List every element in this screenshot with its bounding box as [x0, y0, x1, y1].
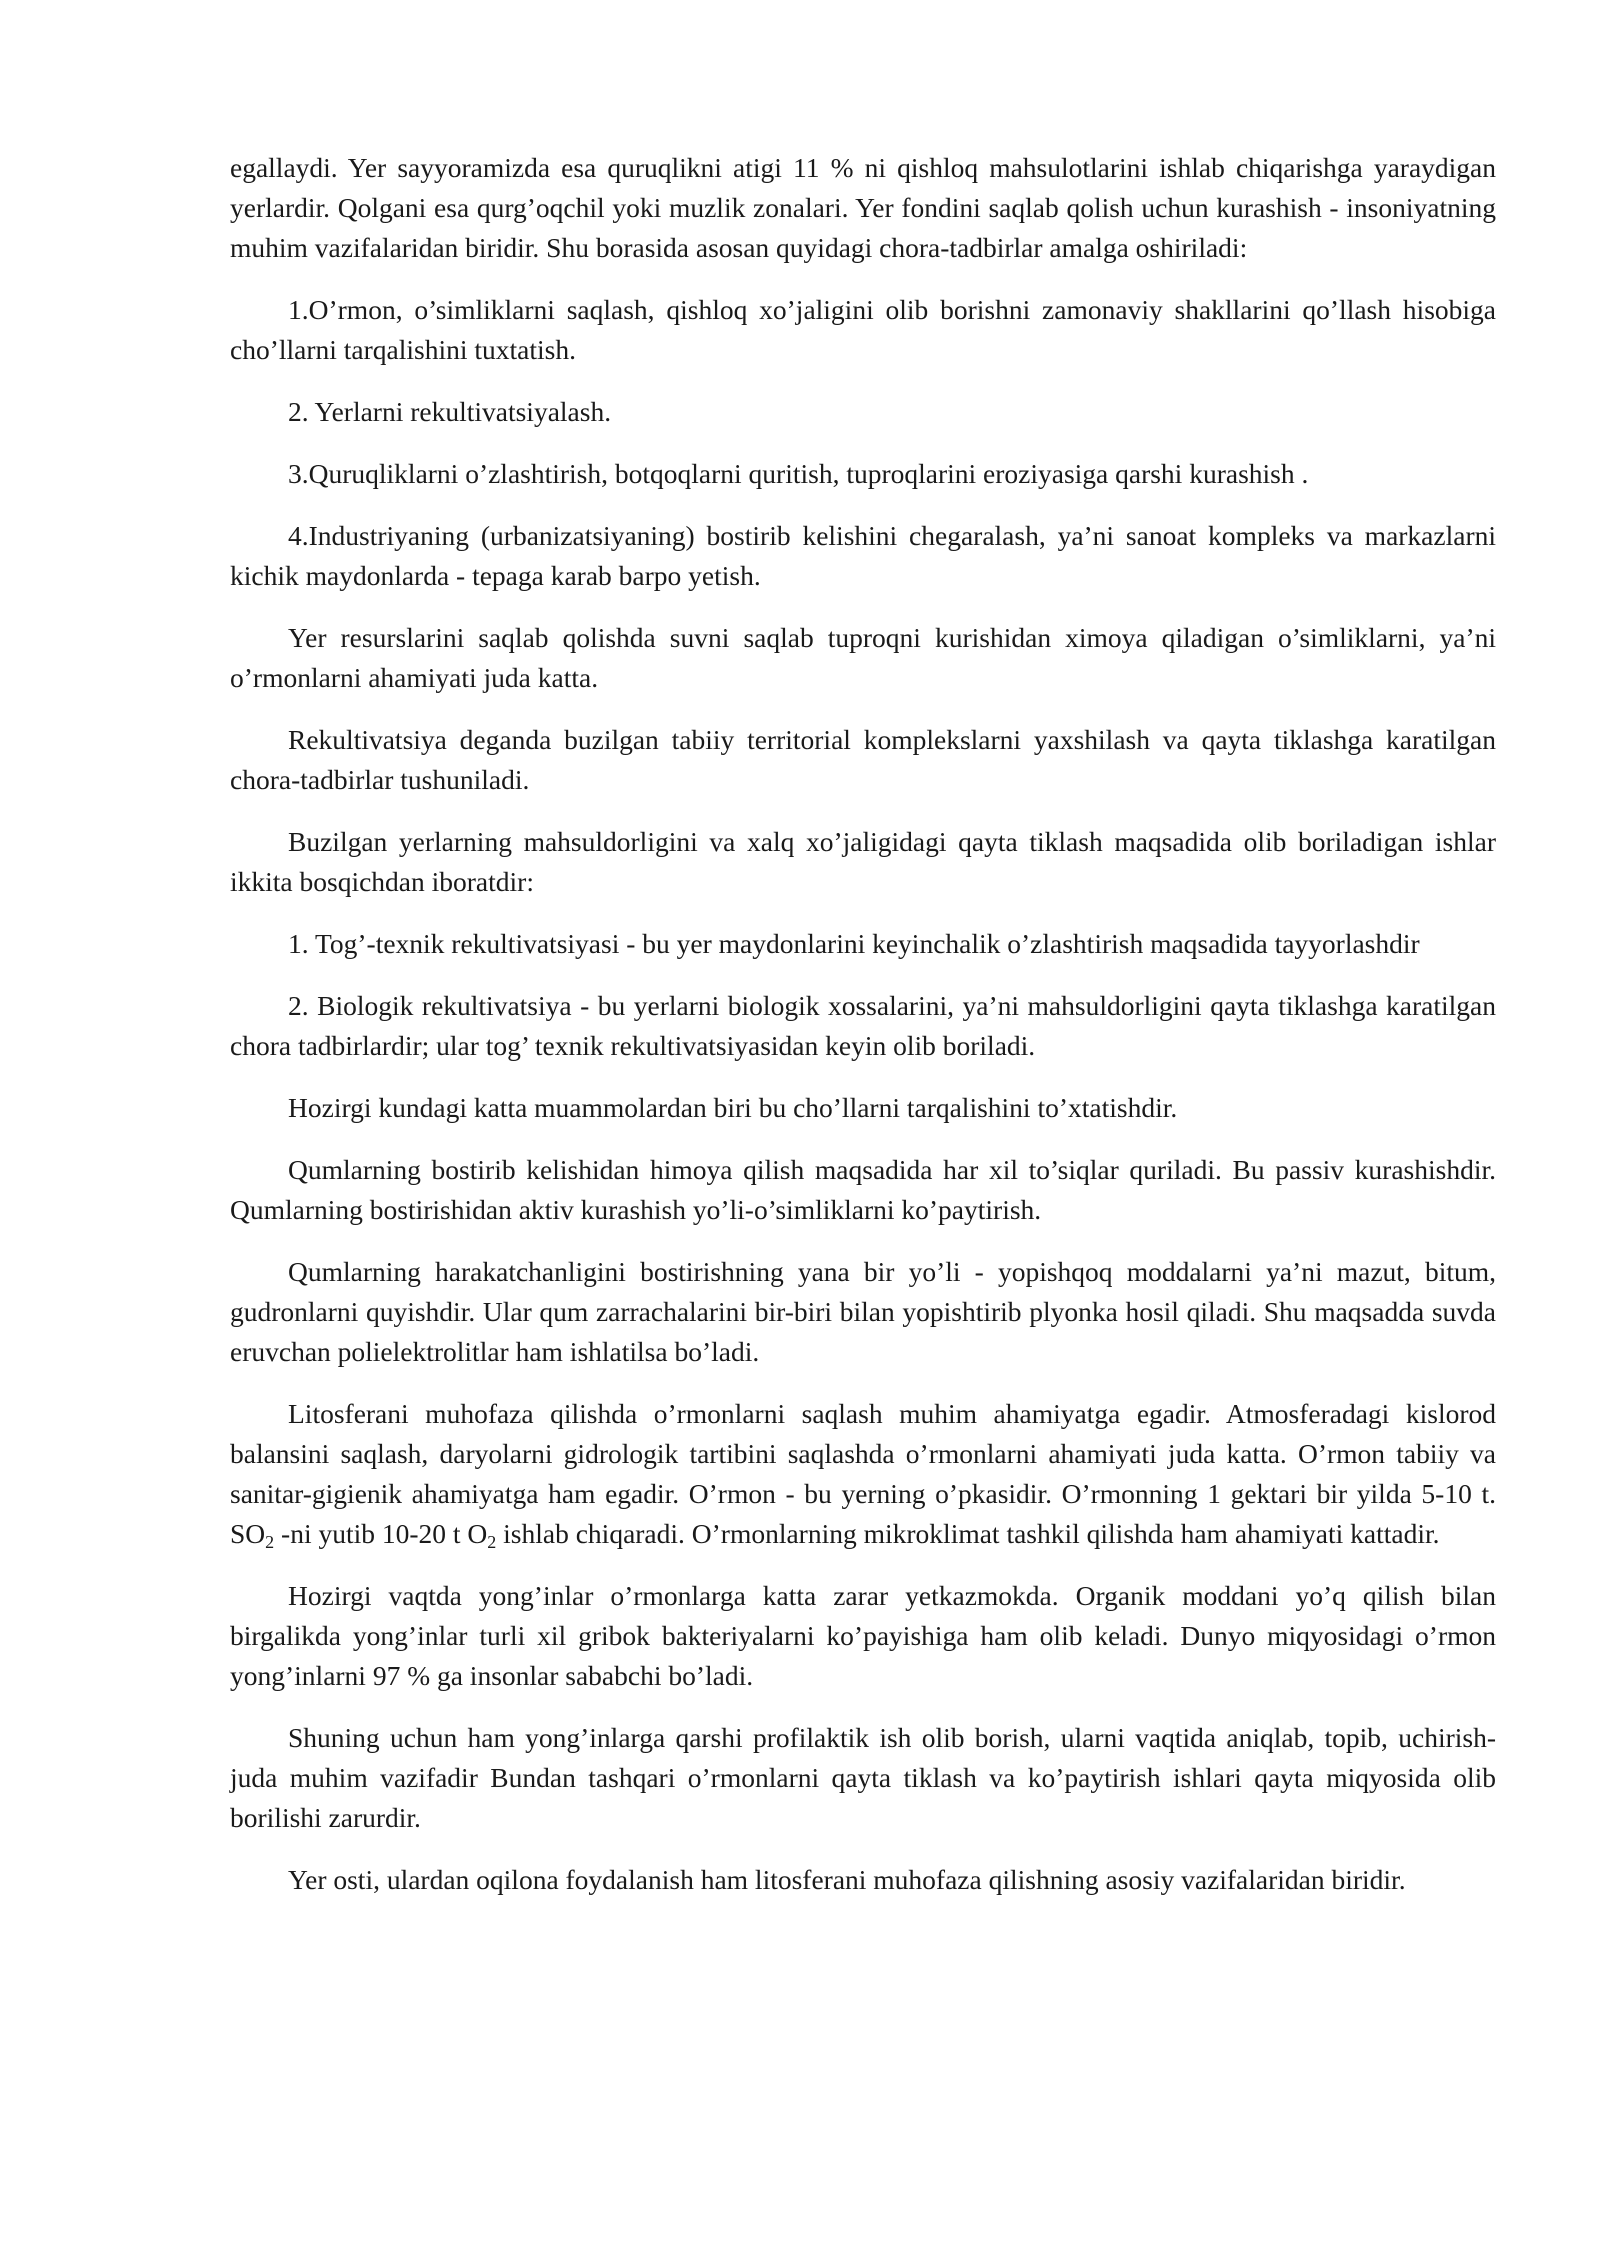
paragraph-fires: Hozirgi vaqtda yong’inlar o’rmonlarga katta zarar yetkazmokda. Organik moddani yo’q qilish bilan birgalikda yong’inlar turli xil gribok bakteriyalarni ko’payishiga ham olib keladi. Dunyo miqyosidagi o’rmon yong’inlarni 97 % ga insonlar sababchi bo’ladi. — [230, 1580, 1496, 1691]
intro-paragraph: egallaydi. Yer sayyoramizda esa quruqlikni atigi 11 % ni qishloq mahsulotlarini ishlab chiqarishga yaraydigan yerlardir. Qolgani esa qurg’oqchil yoki muzlik zonalari. Yer fondini saqlab qolish uchun kurashish - insoniyatning muhim vazifalaridan biridir. Shu borasida asosan quyidagi chora-tadbirlar amalga oshiriladi: — [230, 152, 1496, 263]
document-page — [230, 148, 1496, 1922]
forest-text-b: -ni yutib 10-20 t O — [274, 1518, 488, 1549]
paragraph-forest-importance — [230, 1394, 1496, 1554]
paragraph-underground: Yer osti, ulardan oqilona foydalanish ham litosferani muhofaza qilishning asosiy vazifalaridan biridir. — [288, 1864, 1406, 1895]
paragraph-prevention: Shuning uchun ham yong’inlarga qarshi profilaktik ish olib borish, ularni vaqtida aniqlab, topib, uchirish-juda muhim vazifadir Bundan tashqari o’rmonlarni qayta tiklash va ko’paytirish ishlari qayta miqyosida olib borilishi zarurdir. — [230, 1722, 1496, 1833]
subscript-so2: 2 — [265, 1532, 275, 1552]
paragraph-resources: Yer resurslarini saqlab qolishda suvni saqlab tuproqni kurishidan ximoya qiladigan o’simliklarni, ya’ni o’rmonlarni ahamiyati juda katta. — [230, 622, 1496, 693]
list-item-industry: 4.Industriyaning (urbanizatsiyaning) bostirib kelishini chegaralash, ya’ni sanoat kompleks va markazlarni kichik maydonlarda - tepaga karab barpo yetish. — [230, 520, 1496, 591]
forest-text-c: ishlab chiqaradi. O’rmonlarning mikroklimat tashkil qilishda ham ahamiyati kattadir. — [496, 1518, 1440, 1549]
forest-text-a: Litosferani muhofaza qilishda o’rmonlarni saqlash muhim ahamiyatga egadir. Atmosferadagi kislorod balansini saqlash, daryolarni gidrologik tartibini saqlashda o’rmonlarni ahamiyati juda katta. O’rmon tabiiy va sanitar-gigienik ahamiyatga ham egadir. O’rmon - bu yerning o’pkasidir. O’rmonning 1 gektari bir yilda 5-10 t. SO — [230, 1398, 1496, 1549]
list-item-reclamation: 2. Yerlarni rekultivatsiyalash. — [288, 396, 612, 427]
list-item-biological-stage: 2. Biologik rekultivatsiya - bu yerlarni biologik xossalarini, ya’ni mahsuldorligini qayta tiklashga karatilgan chora tadbirlardir; ular tog’ texnik rekultivatsiyasidan keyin olib boriladi. — [230, 990, 1496, 1061]
paragraph-recultivation-definition: Rekultivatsiya deganda buzilgan tabiiy territorial komplekslarni yaxshilash va qayta tiklashga karatilgan chora-tadbirlar tushuniladi. — [230, 724, 1496, 795]
list-item-forest: 1.O’rmon, o’simliklarni saqlash, qishloq xo’jaligini olib borishni zamonaviy shakllarini qo’llash hisobiga cho’llarni tarqalishini tuxtatish. — [230, 294, 1496, 365]
list-item-technical-stage: 1. Tog’-texnik rekultivatsiyasi - bu yer maydonlarini keyinchalik o’zlashtirish maqsadida tayyorlashdir — [288, 928, 1420, 959]
paragraph-stages-intro: Buzilgan yerlarning mahsuldorligini va xalq xo’jaligidagi qayta tiklash maqsadida olib boriladigan ishlar ikkita bosqichdan iboratdir: — [230, 826, 1496, 897]
list-item-land-development: 3.Quruqliklarni o’zlashtirish, botqoqlarni quritish, tuproqlarini eroziyasiga qarshi kurashish . — [288, 458, 1309, 489]
paragraph-problem: Hozirgi kundagi katta muammolardan biri bu cho’llarni tarqalishini to’xtatishdir. — [288, 1092, 1178, 1123]
paragraph-sand-protection: Qumlarning bostirib kelishidan himoya qilish maqsadida har xil to’siqlar quriladi. Bu passiv kurashishdir. Qumlarning bostirishidan aktiv kurashish yo’li-o’simliklarni ko’paytirish. — [230, 1154, 1496, 1225]
paragraph-sand-binding: Qumlarning harakatchanligini bostirishning yana bir yo’li - yopishqoq moddalarni ya’ni mazut, bitum, gudronlarni quyishdir. Ular qum zarrachalarini bir-biri bilan yopishtirib plyonka hosil qiladi. Shu maqsadda suvda eruvchan polielektrolitlar ham ishlatilsa bo’ladi. — [230, 1256, 1496, 1367]
subscript-o2: 2 — [487, 1532, 497, 1552]
